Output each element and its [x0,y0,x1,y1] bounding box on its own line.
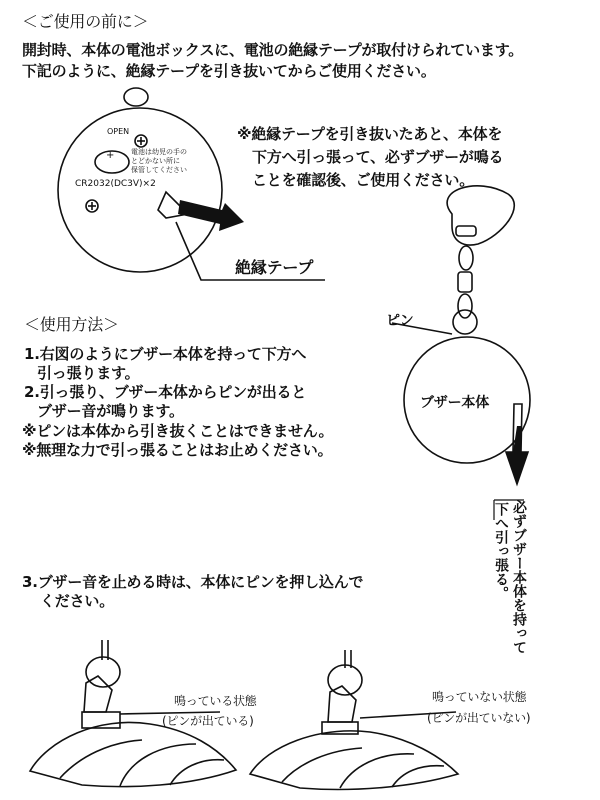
step3-line-2: ください。 [40,592,115,610]
pin-label: ピン [386,313,414,329]
note-line-1: ※絶縁テープを引き抜いたあと、本体を [237,125,503,143]
tape-label: 絶縁テープ [235,258,314,277]
ringing-ring [86,657,120,687]
plus-mark: + [106,150,115,161]
chain-ring [459,246,473,270]
open-label: OPEN [107,127,130,136]
usage-note-1: ※ピンは本体から引き抜くことはできません。 [22,422,334,440]
carabiner-gate [456,226,476,236]
pull-instruction-col-2: 下へ引っ張る。 [493,502,509,600]
warning-line-1: 電池は幼児の手の [131,148,187,156]
battery-spec: CR2032(DC3V)×2 [75,179,156,189]
ringing-label: 鳴っている状態 [174,694,257,708]
before-use-heading: ＜ご使用の前に＞ [22,12,149,31]
pull-instruction-col-1: 必ずブザー本体を持って [511,500,527,654]
step2-line-2: ブザー音が鳴ります。 [37,402,184,420]
warning-line-2: とどかない所に [131,157,180,165]
step1-line-1: 1.右図のようにブザー本体を持って下方へ [24,345,307,363]
buzzer-body-label: ブザー本体 [420,395,489,411]
usage-heading: ＜使用方法＞ [24,315,119,334]
note-line-2: 下方へ引っ張って、必ずブザーが鳴る [252,148,504,166]
pin-ring [453,310,477,334]
silent-pin [328,686,356,722]
silent-sublabel: (ピンが出ていない) [427,711,531,725]
ringing-pin [84,676,112,712]
step2-line-1: 2.引っ張り、ブザー本体からピンが出ると [24,383,307,401]
swivel [458,272,472,292]
silent-label: 鳴っていない状態 [432,690,527,704]
before-use-line-1: 開封時、本体の電池ボックスに、電池の絶縁テープが取付けられています。 [22,41,524,59]
step3-line-1: 3.ブザー音を止める時は、本体にピンを押し込んで [22,573,364,591]
chain-ring [458,294,472,318]
pull-down-arrow [506,404,528,484]
note-line-3: ことを確認後、ご使用ください。 [252,171,475,189]
silent-body [250,731,458,790]
pull-tape-arrow [178,200,244,231]
step1-line-2: 引っ張ります。 [37,364,140,382]
battery-ring [124,88,148,106]
usage-note-2: ※無理な力で引っ張ることはお止めください。 [22,441,333,459]
ringing-sublabel: (ピンが出ている) [162,714,254,728]
before-use-line-2: 下記のように、絶縁テープを引き抜いてからご使用ください。 [22,62,436,80]
warning-line-3: 保管してください [131,166,187,174]
battery-back-circle [58,108,222,272]
